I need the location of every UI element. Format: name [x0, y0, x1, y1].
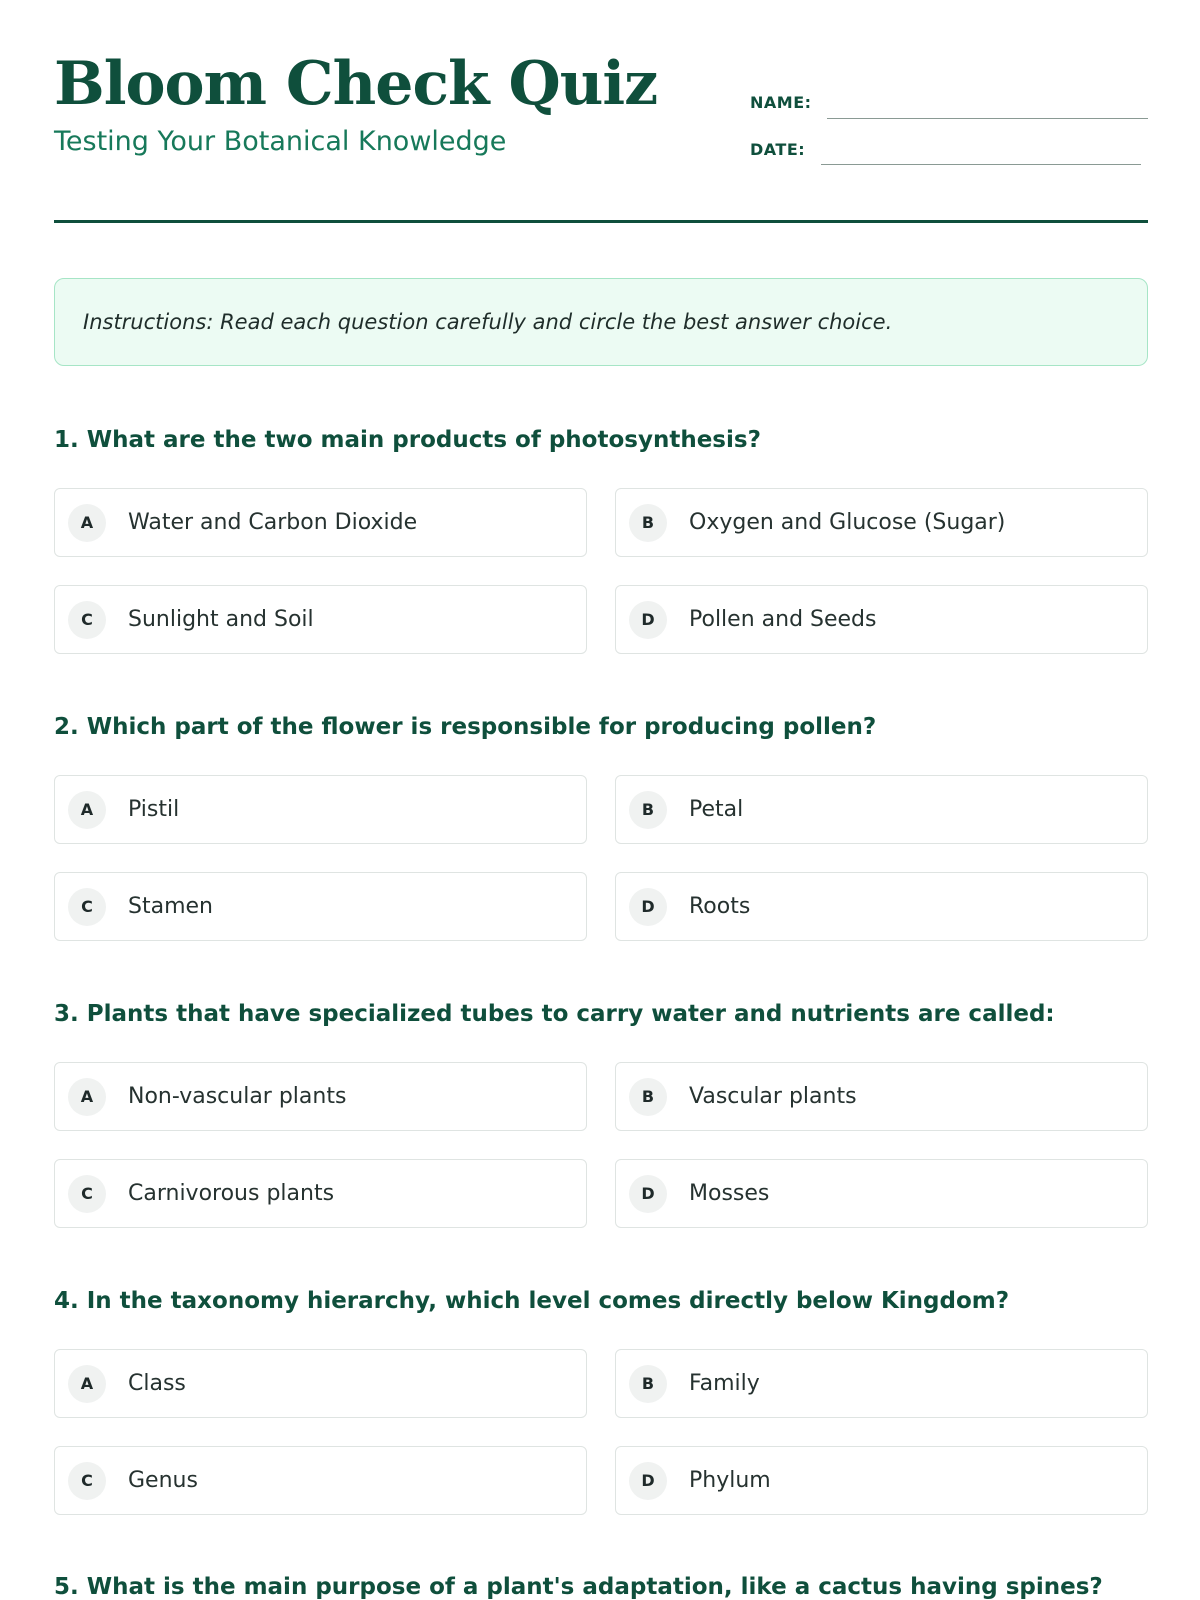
option-text: Stamen: [128, 894, 213, 919]
date-blank-line: [821, 164, 1141, 165]
option-text: Vascular plants: [689, 1084, 857, 1109]
name-label: NAME:: [750, 93, 812, 112]
option-letter-badge: B: [629, 791, 667, 829]
option-text: Genus: [128, 1468, 198, 1493]
question-5: [54, 1567, 1148, 1600]
page-title: Bloom Check Quiz: [54, 49, 658, 119]
option-text: Oxygen and Glucose (Sugar): [689, 510, 1006, 535]
option-letter-badge: B: [629, 1365, 667, 1403]
date-label: DATE:: [750, 140, 806, 159]
answer-option-b[interactable]: [615, 775, 1148, 844]
answer-options: [54, 1349, 1148, 1515]
name-blank-line: [827, 118, 1148, 119]
answer-option-a[interactable]: [54, 488, 587, 557]
question-2: [54, 707, 1148, 941]
option-letter-badge: C: [68, 888, 106, 926]
option-text: Roots: [689, 894, 751, 919]
answer-option-a[interactable]: [54, 1349, 587, 1418]
option-letter-badge: D: [629, 1175, 667, 1213]
answer-option-b[interactable]: [615, 488, 1148, 557]
option-text: Phylum: [689, 1468, 771, 1493]
answer-option-b[interactable]: [615, 1062, 1148, 1131]
option-text: Family: [689, 1371, 760, 1396]
option-letter-badge: D: [629, 1462, 667, 1500]
option-letter-badge: A: [68, 1078, 106, 1116]
option-text: Mosses: [689, 1181, 770, 1206]
option-letter-badge: C: [68, 1175, 106, 1213]
option-letter-badge: B: [629, 504, 667, 542]
answer-option-c[interactable]: [54, 1159, 587, 1228]
question-text: 3. Plants that have specialized tubes to carry water and nutrients are called:: [54, 1001, 1055, 1027]
question-4: [54, 1281, 1148, 1515]
option-text: Non-vascular plants: [128, 1084, 347, 1109]
answer-option-a[interactable]: [54, 775, 587, 844]
option-letter-badge: C: [68, 1462, 106, 1500]
question-1: [54, 420, 1148, 654]
answer-option-d[interactable]: [615, 1446, 1148, 1515]
answer-option-d[interactable]: [615, 585, 1148, 654]
page-subtitle: Testing Your Botanical Knowledge: [54, 126, 507, 157]
instructions-text: Instructions: Read each question carefully and circle the best answer choice.: [83, 310, 893, 334]
option-letter-badge: B: [629, 1078, 667, 1116]
option-text: Sunlight and Soil: [128, 607, 314, 632]
option-text: Pollen and Seeds: [689, 607, 877, 632]
question-3: [54, 994, 1148, 1228]
option-letter-badge: A: [68, 1365, 106, 1403]
answer-options: [54, 488, 1148, 654]
question-text: 5. What is the main purpose of a plant's adaptation, like a cactus having spines?: [54, 1574, 1103, 1600]
option-letter-badge: D: [629, 601, 667, 639]
question-text: 1. What are the two main products of photosynthesis?: [54, 427, 761, 453]
answer-option-c[interactable]: [54, 1446, 587, 1515]
option-text: Petal: [689, 797, 744, 822]
answer-option-c[interactable]: [54, 585, 587, 654]
answer-options: [54, 775, 1148, 941]
option-letter-badge: D: [629, 888, 667, 926]
answer-option-b[interactable]: [615, 1349, 1148, 1418]
header-divider: [54, 220, 1148, 223]
answer-options: [54, 1062, 1148, 1228]
option-text: Water and Carbon Dioxide: [128, 510, 418, 535]
instructions-box: [54, 278, 1148, 366]
option-text: Class: [128, 1371, 186, 1396]
answer-option-d[interactable]: [615, 872, 1148, 941]
answer-option-a[interactable]: [54, 1062, 587, 1131]
option-letter-badge: C: [68, 601, 106, 639]
question-text: 4. In the taxonomy hierarchy, which level comes directly below Kingdom?: [54, 1288, 1010, 1314]
option-text: Pistil: [128, 797, 180, 822]
option-letter-badge: A: [68, 504, 106, 542]
option-letter-badge: A: [68, 791, 106, 829]
answer-option-d[interactable]: [615, 1159, 1148, 1228]
option-text: Carnivorous plants: [128, 1181, 335, 1206]
answer-option-c[interactable]: [54, 872, 587, 941]
question-text: 2. Which part of the flower is responsible for producing pollen?: [54, 714, 877, 740]
